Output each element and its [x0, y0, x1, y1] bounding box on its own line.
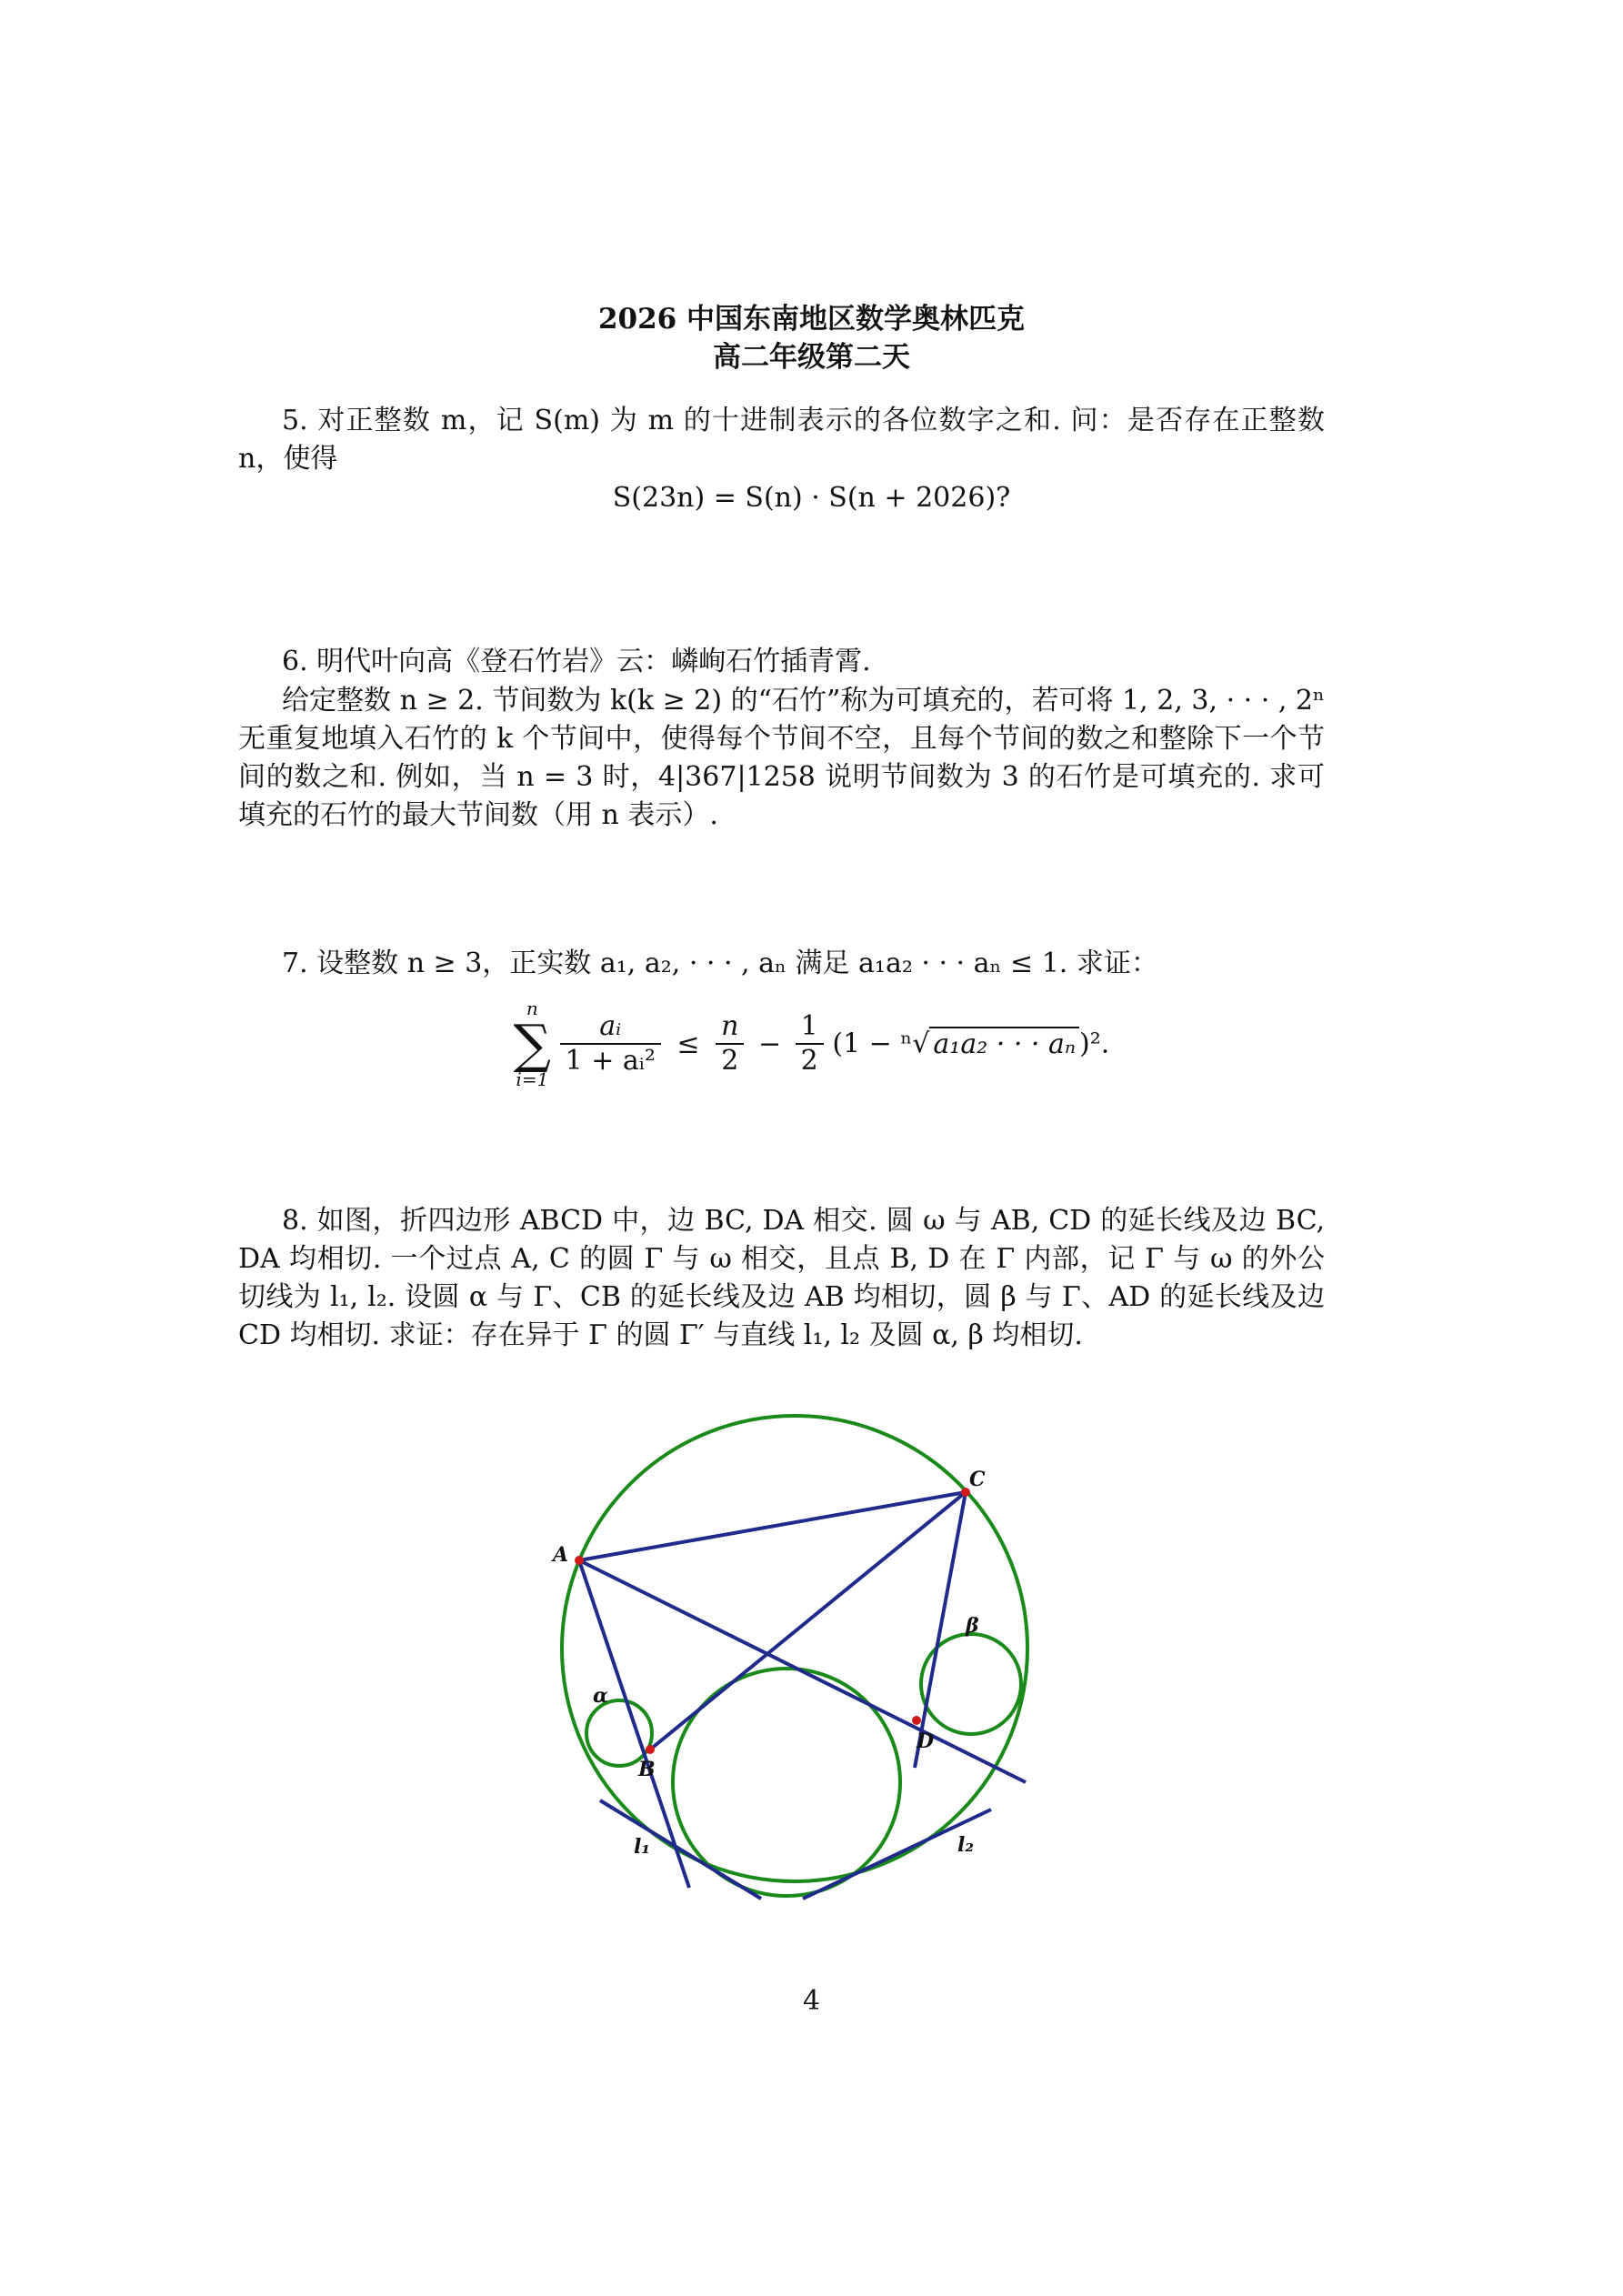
problem-6-body: 给定整数 n ≥ 2. 节间数为 k(k ≥ 2) 的“石竹”称为可填充的，若可将 1, 2, 3, · · · , 2ⁿ 无重复地填入石竹的 k 个节间中，使得每个节间不空，且每个节间的数之和整除下一个节间的数之和. 例如，当 n = 3 时，4|367|1258 说明节间数为 3 的石竹是可填充的. 求可填充的石竹的最大节间数（用 n 表示）.	[238, 685, 1325, 831]
circle-alpha	[586, 1700, 652, 1766]
fraction-term-numerator: aᵢ	[560, 1010, 661, 1045]
minus-sign: −	[757, 1028, 782, 1060]
fraction-n-denominator: 2	[721, 1045, 739, 1077]
problem-5-text: 5. 对正整数 m，记 S(m) 为 m 的十进制表示的各位数字之和. 问：是否存在正整数 n，使得	[238, 405, 1325, 475]
document-title: 2026 中国东南地区数学奥林匹克	[597, 303, 1026, 336]
leq-sign: ≤	[676, 1028, 700, 1060]
point-a	[575, 1556, 584, 1565]
label-c: C	[969, 1468, 986, 1491]
sum-symbol: ∑	[513, 1013, 552, 1075]
label-beta: β	[966, 1614, 979, 1638]
fraction-n-numerator: n	[716, 1010, 744, 1045]
formula-tail-close: )².	[1079, 1028, 1110, 1060]
sum-lower-limit: i=1	[516, 1068, 549, 1090]
point-d	[912, 1716, 921, 1725]
label-b: B	[638, 1758, 656, 1781]
circle-gamma	[562, 1416, 1027, 1881]
line-cd-extended	[915, 1492, 966, 1768]
fraction-term-denominator: 1 + aᵢ²	[565, 1045, 656, 1077]
tangent-l1	[600, 1800, 761, 1899]
segment-ac	[579, 1492, 966, 1560]
problem-5-formula: S(23n) = S(n) · S(n + 2026)?	[612, 482, 1011, 514]
formula-tail-open: (1 − ⁿ√	[832, 1028, 930, 1060]
problem-6-intro: 6. 明代叶向高《登石竹岩》云：嶙峋石竹插青霄.	[282, 646, 871, 677]
page-number: 4	[802, 1985, 821, 2017]
fraction-half-numerator: 1	[796, 1010, 824, 1045]
label-a: A	[553, 1543, 569, 1567]
problem-8-text: 8. 如图，折四边形 ABCD 中，边 BC, DA 相交. 圆 ω 与 AB, CD 的延长线及边 BC, DA 均相切. 一个过点 A, C 的圆 Γ 与 ω 相交，且点 B, D 在 Γ 内部，记 Γ 与 ω 的外公切线为 l₁, l₂. 设圆 α 与 Γ、CB 的延长线及边 AB 均相切，圆 β 与 Γ、AD 的延长线及边 CD 均相切. 求证：存在异于 Γ 的圆 Γ′ 与直线 l₁, l₂ 及圆 α, β 均相切.	[238, 1205, 1325, 1351]
problem-7-text: 7. 设整数 n ≥ 3，正实数 a₁, a₂, · · · , aₙ 满足 a₁a₂ · · · aₙ ≤ 1. 求证：	[282, 947, 1158, 979]
label-l1: l₁	[634, 1835, 650, 1859]
sum-upper-limit: n	[526, 998, 538, 1019]
label-l2: l₂	[957, 1833, 974, 1857]
fraction-half-denominator: 2	[800, 1045, 818, 1077]
point-b	[646, 1745, 655, 1754]
label-alpha: α	[593, 1684, 608, 1708]
root-radicand: a₁a₂ · · · aₙ	[929, 1027, 1079, 1060]
label-d: D	[917, 1730, 935, 1753]
document-subtitle: 高二年级第二天	[713, 341, 910, 374]
